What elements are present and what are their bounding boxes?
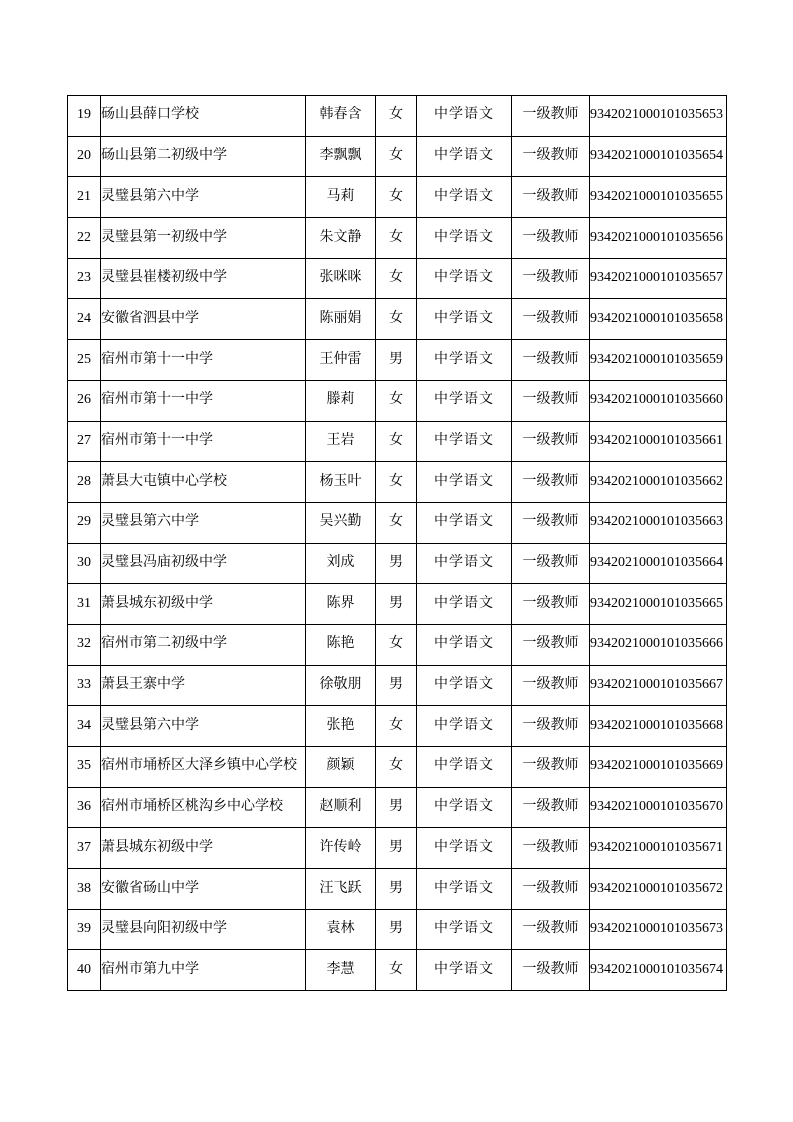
subject-cell: 中学语文	[417, 624, 512, 665]
subject-cell: 中学语文	[417, 543, 512, 584]
certificate-number-cell: 9342021000101035672	[590, 869, 727, 910]
school-cell: 宿州市第十一中学	[101, 421, 306, 462]
subject-cell: 中学语文	[417, 828, 512, 869]
row-number-cell: 21	[68, 177, 101, 218]
row-number-cell: 34	[68, 706, 101, 747]
certificate-number-cell: 9342021000101035658	[590, 299, 727, 340]
subject-cell: 中学语文	[417, 96, 512, 137]
table-row	[68, 543, 727, 584]
teacher-name-cell: 杨玉叶	[306, 462, 376, 503]
table-row	[68, 747, 727, 788]
row-number-cell: 22	[68, 218, 101, 259]
gender-cell: 男	[376, 584, 417, 625]
certificate-number-cell: 9342021000101035657	[590, 258, 727, 299]
table-row	[68, 177, 727, 218]
school-cell: 萧县城东初级中学	[101, 828, 306, 869]
teacher-name-cell: 李慧	[306, 950, 376, 991]
row-number-cell: 25	[68, 340, 101, 381]
subject-cell: 中学语文	[417, 869, 512, 910]
job-title-cell: 一级教师	[512, 421, 590, 462]
row-number-cell: 19	[68, 96, 101, 137]
certificate-number-cell: 9342021000101035656	[590, 218, 727, 259]
subject-cell: 中学语文	[417, 747, 512, 788]
row-number-cell: 20	[68, 136, 101, 177]
teacher-name-cell: 陈艳	[306, 624, 376, 665]
teacher-name-cell: 颜颖	[306, 747, 376, 788]
school-cell: 宿州市第九中学	[101, 950, 306, 991]
table-row	[68, 706, 727, 747]
gender-cell: 男	[376, 909, 417, 950]
gender-cell: 女	[376, 747, 417, 788]
subject-cell: 中学语文	[417, 136, 512, 177]
certificate-number-cell: 9342021000101035661	[590, 421, 727, 462]
subject-cell: 中学语文	[417, 299, 512, 340]
teacher-name-cell: 赵顺利	[306, 787, 376, 828]
certificate-number-cell: 9342021000101035663	[590, 502, 727, 543]
certificate-number-cell: 9342021000101035664	[590, 543, 727, 584]
teacher-name-cell: 朱文静	[306, 218, 376, 259]
teacher-name-cell: 李飘飘	[306, 136, 376, 177]
gender-cell: 男	[376, 340, 417, 381]
job-title-cell: 一级教师	[512, 380, 590, 421]
job-title-cell: 一级教师	[512, 543, 590, 584]
school-cell: 灵璧县向阳初级中学	[101, 909, 306, 950]
subject-cell: 中学语文	[417, 584, 512, 625]
subject-cell: 中学语文	[417, 462, 512, 503]
job-title-cell: 一级教师	[512, 869, 590, 910]
school-cell: 灵璧县第六中学	[101, 706, 306, 747]
certificate-number-cell: 9342021000101035665	[590, 584, 727, 625]
job-title-cell: 一级教师	[512, 665, 590, 706]
job-title-cell: 一级教师	[512, 909, 590, 950]
row-number-cell: 38	[68, 869, 101, 910]
table-row	[68, 787, 727, 828]
row-number-cell: 36	[68, 787, 101, 828]
school-cell: 灵璧县第一初级中学	[101, 218, 306, 259]
certificate-number-cell: 9342021000101035660	[590, 380, 727, 421]
job-title-cell: 一级教师	[512, 706, 590, 747]
school-cell: 萧县城东初级中学	[101, 584, 306, 625]
subject-cell: 中学语文	[417, 340, 512, 381]
job-title-cell: 一级教师	[512, 624, 590, 665]
table-row	[68, 462, 727, 503]
gender-cell: 女	[376, 950, 417, 991]
gender-cell: 女	[376, 624, 417, 665]
subject-cell: 中学语文	[417, 502, 512, 543]
table-row	[68, 584, 727, 625]
row-number-cell: 35	[68, 747, 101, 788]
certificate-number-cell: 9342021000101035654	[590, 136, 727, 177]
gender-cell: 女	[376, 177, 417, 218]
subject-cell: 中学语文	[417, 177, 512, 218]
gender-cell: 男	[376, 869, 417, 910]
teacher-name-cell: 滕莉	[306, 380, 376, 421]
gender-cell: 男	[376, 665, 417, 706]
job-title-cell: 一级教师	[512, 340, 590, 381]
job-title-cell: 一级教师	[512, 950, 590, 991]
job-title-cell: 一级教师	[512, 747, 590, 788]
certificate-number-cell: 9342021000101035671	[590, 828, 727, 869]
job-title-cell: 一级教师	[512, 462, 590, 503]
teacher-name-cell: 陈界	[306, 584, 376, 625]
job-title-cell: 一级教师	[512, 502, 590, 543]
row-number-cell: 24	[68, 299, 101, 340]
subject-cell: 中学语文	[417, 421, 512, 462]
gender-cell: 女	[376, 421, 417, 462]
subject-cell: 中学语文	[417, 950, 512, 991]
table-row	[68, 380, 727, 421]
gender-cell: 女	[376, 299, 417, 340]
school-cell: 砀山县第二初级中学	[101, 136, 306, 177]
school-cell: 宿州市第二初级中学	[101, 624, 306, 665]
school-cell: 萧县王寨中学	[101, 665, 306, 706]
certificate-number-cell: 9342021000101035668	[590, 706, 727, 747]
subject-cell: 中学语文	[417, 665, 512, 706]
subject-cell: 中学语文	[417, 380, 512, 421]
certificate-number-cell: 9342021000101035666	[590, 624, 727, 665]
teacher-name-cell: 袁林	[306, 909, 376, 950]
teacher-roster-table	[67, 95, 727, 991]
school-cell: 灵璧县第六中学	[101, 502, 306, 543]
job-title-cell: 一级教师	[512, 299, 590, 340]
row-number-cell: 27	[68, 421, 101, 462]
subject-cell: 中学语文	[417, 909, 512, 950]
certificate-number-cell: 9342021000101035670	[590, 787, 727, 828]
row-number-cell: 37	[68, 828, 101, 869]
row-number-cell: 31	[68, 584, 101, 625]
teacher-name-cell: 刘成	[306, 543, 376, 584]
job-title-cell: 一级教师	[512, 136, 590, 177]
gender-cell: 女	[376, 380, 417, 421]
table-row	[68, 909, 727, 950]
school-cell: 安徽省砀山中学	[101, 869, 306, 910]
certificate-number-cell: 9342021000101035667	[590, 665, 727, 706]
teacher-name-cell: 汪飞跃	[306, 869, 376, 910]
teacher-name-cell: 韩春含	[306, 96, 376, 137]
table-row	[68, 828, 727, 869]
certificate-number-cell: 9342021000101035655	[590, 177, 727, 218]
row-number-cell: 30	[68, 543, 101, 584]
gender-cell: 女	[376, 462, 417, 503]
row-number-cell: 29	[68, 502, 101, 543]
certificate-number-cell: 9342021000101035669	[590, 747, 727, 788]
certificate-number-cell: 9342021000101035653	[590, 96, 727, 137]
subject-cell: 中学语文	[417, 787, 512, 828]
row-number-cell: 28	[68, 462, 101, 503]
table-row	[68, 665, 727, 706]
row-number-cell: 32	[68, 624, 101, 665]
gender-cell: 女	[376, 136, 417, 177]
teacher-name-cell: 陈丽娟	[306, 299, 376, 340]
school-cell: 宿州市第十一中学	[101, 340, 306, 381]
school-cell: 灵璧县冯庙初级中学	[101, 543, 306, 584]
table-row	[68, 218, 727, 259]
school-cell: 砀山县薛口学校	[101, 96, 306, 137]
school-cell: 宿州市第十一中学	[101, 380, 306, 421]
teacher-table-body	[68, 96, 727, 991]
table-row	[68, 258, 727, 299]
school-cell: 宿州市埇桥区桃沟乡中心学校	[101, 787, 306, 828]
gender-cell: 女	[376, 96, 417, 137]
school-cell: 灵璧县第六中学	[101, 177, 306, 218]
job-title-cell: 一级教师	[512, 218, 590, 259]
table-row	[68, 421, 727, 462]
gender-cell: 男	[376, 828, 417, 869]
teacher-name-cell: 王仲雷	[306, 340, 376, 381]
school-cell: 灵璧县崔楼初级中学	[101, 258, 306, 299]
gender-cell: 女	[376, 258, 417, 299]
school-cell: 安徽省泗县中学	[101, 299, 306, 340]
teacher-name-cell: 张咪咪	[306, 258, 376, 299]
school-cell: 萧县大屯镇中心学校	[101, 462, 306, 503]
certificate-number-cell: 9342021000101035674	[590, 950, 727, 991]
table-row	[68, 340, 727, 381]
job-title-cell: 一级教师	[512, 177, 590, 218]
job-title-cell: 一级教师	[512, 787, 590, 828]
row-number-cell: 33	[68, 665, 101, 706]
job-title-cell: 一级教师	[512, 828, 590, 869]
table-row	[68, 869, 727, 910]
table-row	[68, 96, 727, 137]
subject-cell: 中学语文	[417, 258, 512, 299]
gender-cell: 女	[376, 218, 417, 259]
subject-cell: 中学语文	[417, 218, 512, 259]
job-title-cell: 一级教师	[512, 584, 590, 625]
subject-cell: 中学语文	[417, 706, 512, 747]
job-title-cell: 一级教师	[512, 258, 590, 299]
table-row	[68, 624, 727, 665]
teacher-name-cell: 马莉	[306, 177, 376, 218]
job-title-cell: 一级教师	[512, 96, 590, 137]
teacher-name-cell: 王岩	[306, 421, 376, 462]
teacher-name-cell: 许传岭	[306, 828, 376, 869]
teacher-name-cell: 吴兴勤	[306, 502, 376, 543]
certificate-number-cell: 9342021000101035673	[590, 909, 727, 950]
table-row	[68, 299, 727, 340]
gender-cell: 女	[376, 706, 417, 747]
row-number-cell: 23	[68, 258, 101, 299]
row-number-cell: 26	[68, 380, 101, 421]
row-number-cell: 39	[68, 909, 101, 950]
gender-cell: 男	[376, 787, 417, 828]
certificate-number-cell: 9342021000101035659	[590, 340, 727, 381]
gender-cell: 男	[376, 543, 417, 584]
table-row	[68, 136, 727, 177]
row-number-cell: 40	[68, 950, 101, 991]
gender-cell: 女	[376, 502, 417, 543]
school-cell: 宿州市埇桥区大泽乡镇中心学校	[101, 747, 306, 788]
teacher-name-cell: 张艳	[306, 706, 376, 747]
table-row	[68, 950, 727, 991]
table-row	[68, 502, 727, 543]
teacher-name-cell: 徐敬朋	[306, 665, 376, 706]
certificate-number-cell: 9342021000101035662	[590, 462, 727, 503]
